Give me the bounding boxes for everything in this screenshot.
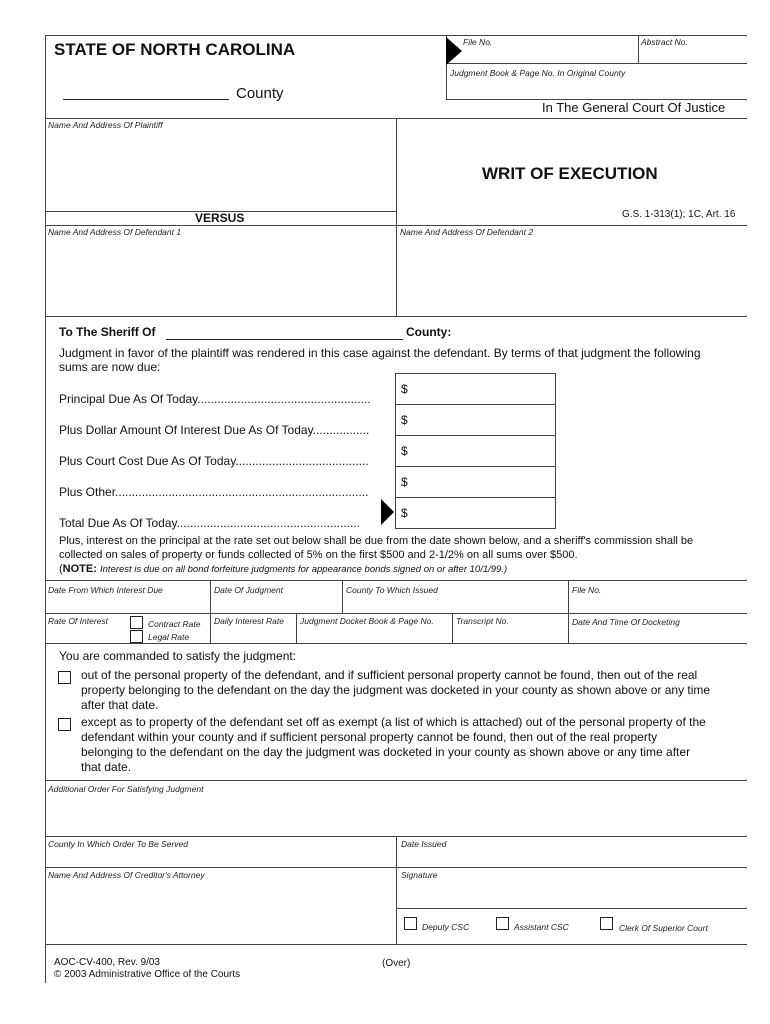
clerk-checkbox[interactable]	[600, 917, 613, 930]
versus-label: VERSUS	[195, 211, 245, 225]
county-blank[interactable]	[63, 99, 229, 100]
county-issued-label: County To Which Issued	[346, 585, 438, 595]
over-label: (Over)	[382, 958, 411, 969]
grid-file-no-label: File No.	[572, 585, 602, 595]
signature-label: Signature	[401, 870, 438, 880]
form-title: WRIT OF EXECUTION	[482, 164, 658, 183]
copyright: © 2003 Administrative Office of the Courts	[54, 969, 241, 980]
abstract-no-label: Abstract No.	[641, 37, 688, 47]
intro-line-2: sums are now due:	[59, 360, 161, 374]
option2-line-2: defendant within your county and if sufficient personal property cannot be found, then out of the real property	[81, 730, 658, 744]
assistant-csc-label: Assistant CSC	[514, 922, 569, 932]
form-number: AOC-CV-400, Rev. 9/03	[54, 957, 160, 968]
sum-row-interest: Plus Dollar Amount Of Interest Due As Of Today.................	[59, 423, 370, 437]
interest-note-line-2: collected on sales of property or funds collected of 5% on the first $500 and 2-1/2% on all sums over $500.	[59, 549, 578, 561]
total-arrow-icon	[381, 499, 394, 525]
docketing-time-label: Date And Time Of Docketing	[572, 617, 680, 627]
amount-total[interactable]: $	[395, 497, 556, 529]
option2-line-4: that date.	[81, 760, 132, 774]
amount-court-cost[interactable]: $	[395, 435, 556, 467]
sheriff-county-label: County:	[406, 325, 452, 339]
option1-line-2: property belonging to the defendant on the day the judgment was docketed in your county as shown above or any time	[81, 683, 711, 697]
command-heading: You are commanded to satisfy the judgment:	[59, 649, 297, 663]
docket-book-label: Judgment Docket Book & Page No.	[300, 616, 434, 626]
intro-line-1: Judgment in favor of the plaintiff was rendered in this case against the defendant. By terms of that judgment the following	[59, 346, 701, 360]
sum-row-principal: Principal Due As Of Today....................................................	[59, 392, 371, 406]
sum-row-court-cost: Plus Court Cost Due As Of Today........................................	[59, 454, 369, 468]
daily-rate-label: Daily Interest Rate	[214, 616, 284, 626]
contract-rate-label: Contract Rate	[148, 619, 201, 629]
deputy-csc-label: Deputy CSC	[422, 922, 470, 932]
option2-line-3: belonging to the defendant on the day the judgment was docketed in your county as shown above or any time after	[81, 745, 691, 759]
option2-line-1: except as to property of the defendant set off as exempt (a list of which is attached) out of the personal property of the	[81, 715, 706, 729]
court-label: In The General Court Of Justice	[542, 100, 726, 115]
assistant-csc-checkbox[interactable]	[496, 917, 509, 930]
transcript-no-label: Transcript No.	[456, 616, 509, 626]
defendant2-label: Name And Address Of Defendant 2	[400, 227, 534, 237]
date-issued-label: Date Issued	[401, 839, 447, 849]
state-title: STATE OF NORTH CAROLINA	[54, 40, 296, 59]
county-label: County	[236, 85, 284, 102]
amount-principal[interactable]: $	[395, 373, 556, 405]
attorney-label: Name And Address Of Creditor's Attorney	[48, 870, 205, 880]
defendant1-label: Name And Address Of Defendant 1	[48, 227, 182, 237]
amount-other[interactable]: $	[395, 466, 556, 498]
statute-label: G.S. 1-313(1); 1C, Art. 16	[622, 209, 736, 220]
legal-rate-label: Legal Rate	[148, 632, 190, 642]
to-sheriff-label: To The Sheriff Of	[59, 325, 156, 339]
amount-interest[interactable]: $	[395, 404, 556, 436]
contract-rate-checkbox[interactable]	[130, 616, 143, 629]
county-served-label: County In Which Order To Be Served	[48, 839, 189, 849]
date-interest-due-label: Date From Which Interest Due	[48, 585, 163, 595]
file-no-label: File No.	[463, 37, 493, 47]
sum-row-other: Plus Other............................................................................	[59, 485, 369, 499]
option2-checkbox[interactable]	[58, 718, 71, 731]
option1-line-3: after that date.	[81, 698, 159, 712]
additional-order-label: Additional Order For Satisfying Judgment	[48, 784, 204, 794]
rate-of-interest-label: Rate Of Interest	[48, 616, 108, 626]
sheriff-county-blank[interactable]	[166, 339, 403, 340]
judgment-book-label: Judgment Book & Page No. In Original County	[450, 68, 626, 78]
sum-row-total: Total Due As Of Today.......................................................	[59, 516, 360, 530]
option1-line-1: out of the personal property of the defendant, and if sufficient personal property cannot be found, then out of the real	[81, 668, 698, 682]
clerk-label: Clerk Of Superior Court	[619, 923, 708, 933]
arrow-marker-icon	[446, 37, 462, 65]
date-of-judgment-label: Date Of Judgment	[214, 585, 283, 595]
plaintiff-label: Name And Address Of Plaintiff	[48, 120, 163, 130]
interest-note-line-1: Plus, interest on the principal at the rate set out below shall be due from the date shown below, and a sheriff's commission shall be	[59, 535, 694, 547]
legal-rate-checkbox[interactable]	[130, 630, 143, 643]
interest-note-line-3: (NOTE: Interest is due on all bond forfeiture judgments for appearance bonds signed on or after 10/1/99.)	[59, 563, 508, 575]
option1-checkbox[interactable]	[58, 671, 71, 684]
deputy-csc-checkbox[interactable]	[404, 917, 417, 930]
